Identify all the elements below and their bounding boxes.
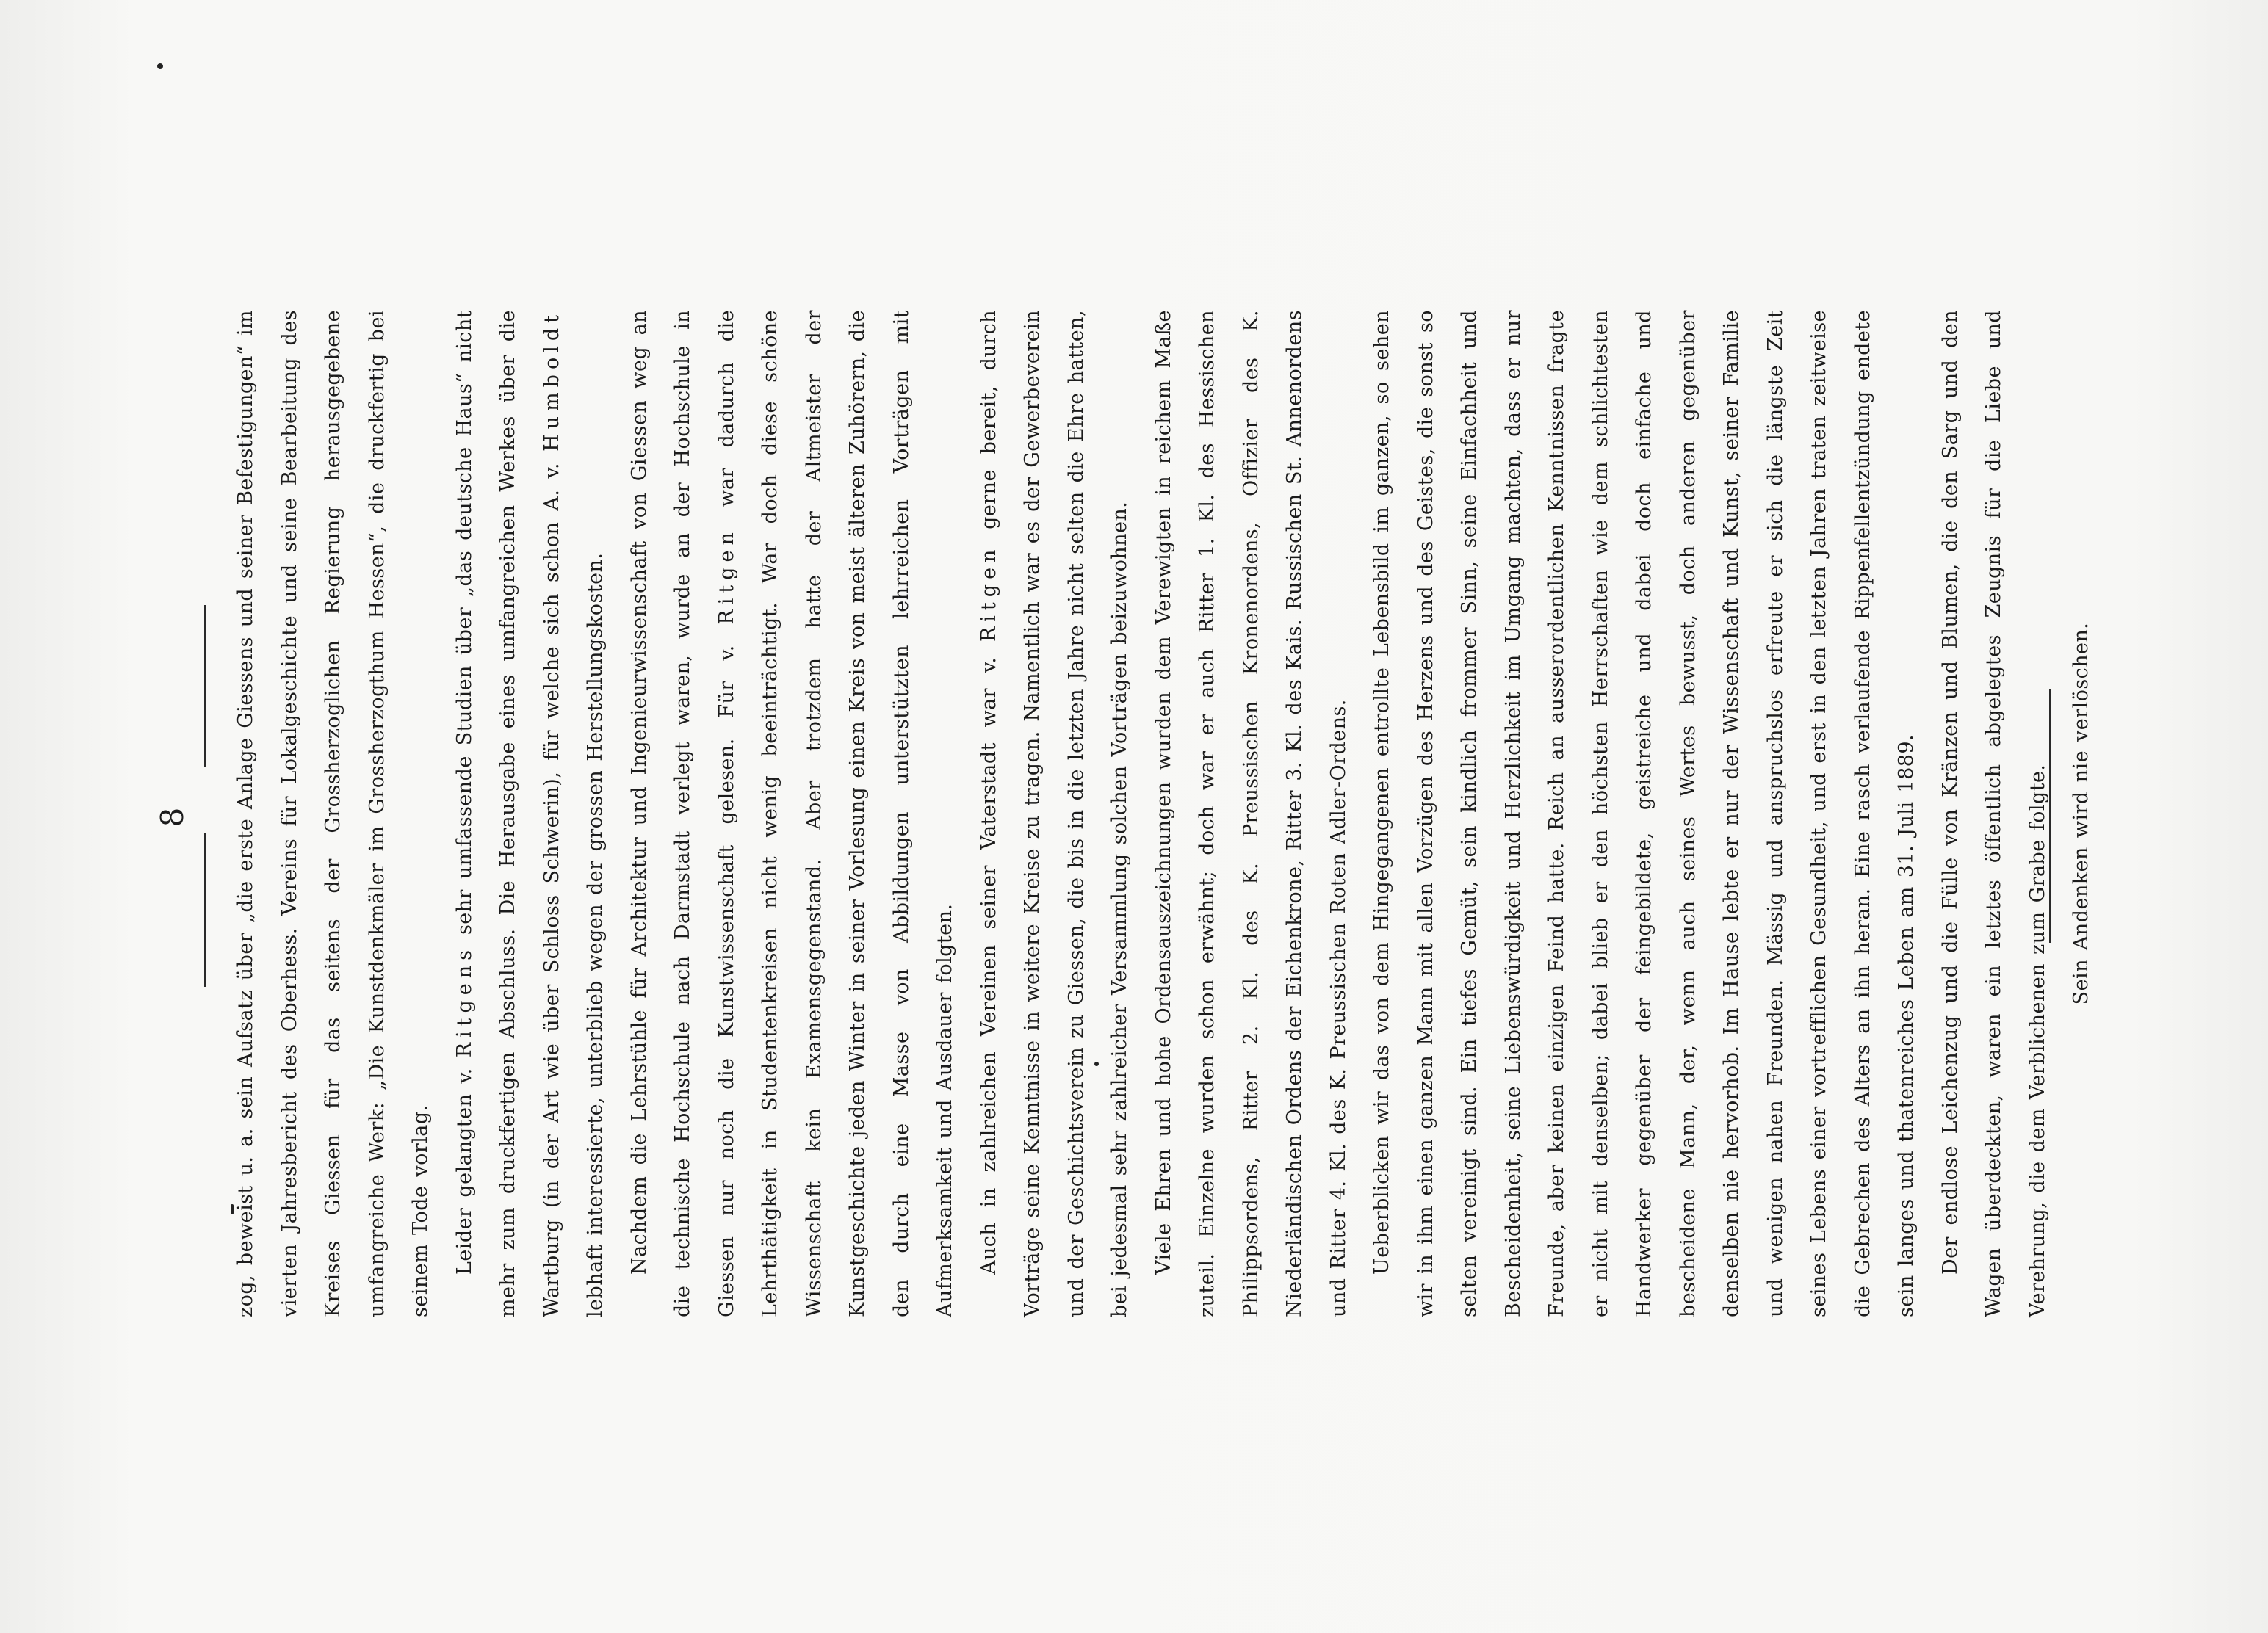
text-run: Auch in zahlreichen Vereinen seiner Vaterstadt war v. (977, 642, 1000, 1275)
text-run: Viele Ehren und hohe Ordensauszeichnungen wurden dem Verewigten in reichem Maße zuteil. Einzelne wurden schon erwähnt; doch war er auch Ritter 1. Kl. des Hessischen Philippsordens, Ritter 2. Kl. des K. Preussischen Kronenordens, Offizier des K. Niederländischen Ordens der Eichenkrone, Ritter 3. Kl. des Kais. Russischen St. Annenordens und Ritter 4. Kl. des K. Preussischen Roten Adler-Ordens. (1152, 310, 1350, 1317)
text-run: Nachdem die Lehrstühle für Architektur und Ingenieurwissenschaft von Giessen weg an die technische Hochschule nach Darmstadt verlegt waren, wurde an der Hochschule in Giessen nur noch die Kunstwissenschaft gelesen. Für v. (627, 310, 738, 1317)
page-number: 8 (154, 805, 190, 828)
text-run: Sein Andenken wird nie verlöschen. (2070, 622, 2092, 1005)
body-text (224, 310, 2103, 1317)
scan-speck (231, 1204, 234, 1214)
spaced-name: Humboldt (540, 310, 563, 452)
text-run: Leider gelangten v. (452, 1057, 476, 1275)
paragraph (1142, 310, 1361, 1317)
paragraph (1929, 310, 2060, 1317)
spaced-name: Ritgens (452, 944, 476, 1058)
paragraph (224, 310, 443, 1317)
paragraph (618, 310, 967, 1317)
header-rule-right (204, 605, 206, 767)
text-run: sehr umfassende Studien über „das deutsche Haus“ nicht mehr zum druckfertigen Abschluss. Die Herausgabe eines umfangreichen Werkes über die Wartburg (in der Art wie über Schloss Schwerin), für welche sich schon A. v. (452, 310, 563, 1317)
paragraph (443, 310, 618, 1317)
spaced-name: Ritgen (977, 544, 1000, 642)
end-rule (2049, 689, 2051, 943)
text-run: war dadurch die Lehrthätigkeit in Studentenkreisen nicht wenig beeinträchtigt. War doch diese schöne Wissenschaft kein Examensgegenstand. Aber trotzdem hatte der Altmeister der Kunstgeschichte jeden Winter in seiner Vorlesung einen Kreis von meist älteren Zuhörern, die den durch eine Masse von Abbildungen unterstützten lehrreichen Vorträgen mit Aufmerksamkeit und Ausdauer folgten. (715, 310, 956, 1317)
spaced-name: Ritgen (715, 527, 738, 625)
scan-speck (157, 63, 163, 69)
text-run: Ueberblicken wir das von dem Hingegangenen entrollte Lebensbild im ganzen, so sehen wir in ihm einen ganzen Mann mit allen Vorzügen des Herzens und des Geistes, die sonst so selten vereinigt sind. Ein tiefes Gemüt, sein kindlich frommer Sinn, seine Einfachheit und Bescheidenheit, seine Liebenswürdigkeit und Herzlichkeit im Umgang machten, dass er nur Freunde, aber keinen einzigen Feind hatte. Reich an ausserordentlichen Kenntnissen fragte er nicht mit denselben; dabei blieb er den höchsten Herrschaften wie dem schlichtesten Handwerker gegenüber der feingebildete, geistreiche und dabei doch einfache und bescheidene Mann, der, wenn auch seines Wertes bewusst, doch anderen gegenüber denselben nie hervorhob. Im Hause lebte er nur der Wissenschaft und Kunst, seiner Familie und wenigen nahen Freunden. Mässig und anspruchslos erfreute er sich die längste Zeit seines Lebens einer vortrefflichen Gesundheit, und erst in den letzten Jahren traten zeitweise die Gebrechen des Alters an ihn heran. Eine rasch verlaufende Rippenfellentzündung endete sein langes und thatenreiches Leben am 31. Juli 1889. (1370, 310, 1918, 1317)
paragraph (967, 310, 1142, 1317)
scan-speck (1094, 1062, 1099, 1066)
header-rule-left (204, 833, 206, 987)
text-run: Der endlose Leichenzug und die Fülle von Kränzen und Blumen, die den Sarg und den Wagen überdeckten, waren ein letztes öffentlich abgelegtes Zeugnis für die Liebe und Verehrung, die dem Verblichenen zum Grabe folgte. (1938, 310, 2049, 1317)
paragraph (1360, 310, 1929, 1317)
text-run: lebhaft interessierte, unterblieb wegen der grossen Herstellungskosten. (584, 552, 607, 1317)
text-run: zog, beweist u. a. sein Aufsatz über „die erste Anlage Giessens und seiner Befestigungen“ im vierten Jahresbericht des Oberhess. Vereins für Lokalgeschichte und seine Bearbeitung des Kreises Giessen für das seitens der Grossherzoglichen Regierung herausgegebene umfangreiche Werk: „Die Kunstdenkmäler im Grossherzogthum Hessen“, die druckfertig bei seinem Tode vorlag. (234, 310, 432, 1317)
closing-line (2059, 310, 2103, 1317)
text-run: gerne bereit, durch Vorträge seine Kenntnisse in weitere Kreise zu tragen. Namentlich war es der Gewerbeverein und der Geschichtsverein zu Giessen, die bis in die letzten Jahre nicht selten die Ehre hatten, bei jedesmal sehr zahlreicher Versammlung solchen Vorträgen beizuwohnen. (977, 309, 1131, 1317)
